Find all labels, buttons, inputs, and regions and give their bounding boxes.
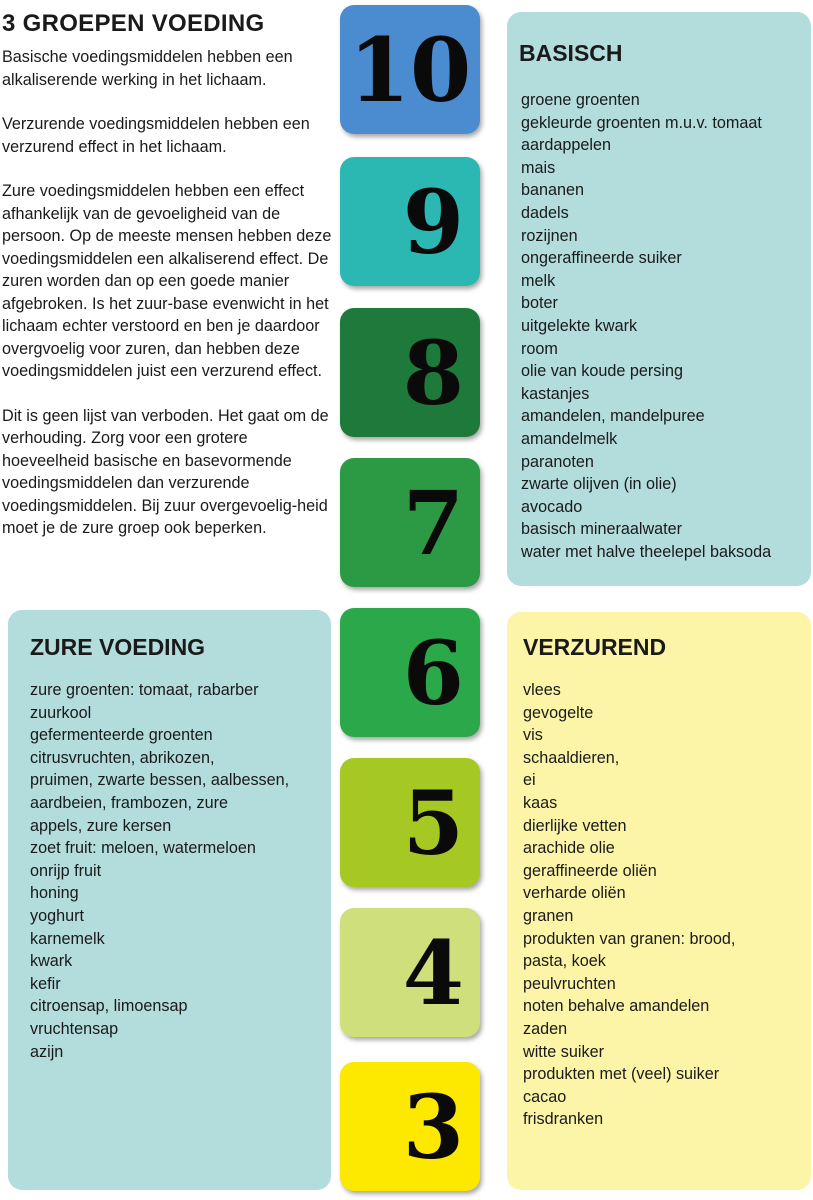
list-item: honing — [30, 884, 79, 903]
list-item: azijn — [30, 1042, 64, 1061]
ph-scale-box-10: 10 — [340, 5, 480, 134]
list-item: bananen — [521, 181, 585, 200]
list-item: appels, zure kersen — [30, 816, 172, 835]
list-item: avocado — [521, 497, 583, 516]
list-item: gefermenteerde groenten — [30, 726, 213, 745]
list-item: dierlijke vetten — [523, 816, 627, 835]
list-item: vis — [523, 726, 543, 745]
list-item: zoet fruit: meloen, watermeloen — [30, 839, 256, 858]
list-item: kaas — [523, 793, 558, 812]
list-item: rozijnen — [521, 226, 578, 245]
list-item: zaden — [523, 1019, 568, 1038]
list-item: onrijp fruit — [30, 861, 102, 880]
list-item: room — [521, 339, 558, 358]
intro-paragraph: Verzurende voedingsmiddelen hebben een verzurend effect in het lichaam. — [2, 115, 310, 156]
list-item: ei — [523, 771, 536, 790]
ph-scale-box-6: 6 — [340, 608, 480, 737]
list-item: cacao — [523, 1087, 567, 1106]
verzurend-list — [523, 679, 811, 1131]
list-item: ongeraffineerde suiker — [521, 249, 682, 268]
list-item: gekleurde groenten m.u.v. tomaat — [521, 113, 762, 132]
list-item: geraffineerde oliën — [523, 861, 657, 880]
ph-scale-box-9: 9 — [340, 157, 480, 286]
zure-list — [30, 679, 331, 1063]
list-item: boter — [521, 294, 558, 313]
ph-scale-box-5: 5 — [340, 758, 480, 887]
list-item: amandelmelk — [521, 429, 618, 448]
list-item: vruchtensap — [30, 1019, 119, 1038]
intro — [2, 10, 332, 562]
intro-paragraph: Dit is geen lijst van verboden. Het gaat om de verhouding. Zorg voor een grotere hoeveelheid basische en basevormende voedingsmiddelen dan verzurende voedingsmiddelen. Bij zuur overgevoelig-heid moet je de zure groep ook beperken. — [2, 406, 329, 537]
list-item: basisch mineraalwater — [521, 520, 683, 539]
list-item: paranoten — [521, 452, 594, 471]
list-item: zuurkool — [30, 703, 92, 722]
verzurend-panel — [507, 612, 811, 1190]
ph-scale-box-3: 3 — [340, 1062, 480, 1191]
list-item: kwark — [30, 952, 73, 971]
page-title: 3 GROEPEN VOEDING — [2, 10, 265, 37]
list-item: noten behalve amandelen — [523, 997, 710, 1016]
basisch-panel — [507, 12, 811, 586]
list-item: vlees — [523, 681, 561, 699]
basisch-title: BASISCH — [519, 40, 623, 66]
list-item: pruimen, zwarte bessen, aalbessen, — [30, 771, 290, 790]
list-item: pasta, koek — [523, 952, 606, 971]
list-item: olie van koude persing — [521, 362, 683, 381]
list-item: aardbeien, frambozen, zure — [30, 793, 228, 812]
list-item: schaaldieren, — [523, 748, 620, 767]
list-item: melk — [521, 271, 556, 290]
basisch-list — [521, 89, 811, 563]
ph-scale-box-7: 7 — [340, 458, 480, 587]
ph-scale-box-4: 4 — [340, 908, 480, 1037]
ph-scale-box-8: 8 — [340, 308, 480, 437]
list-item: yoghurt — [30, 906, 84, 925]
zure-title: ZURE VOEDING — [30, 634, 206, 660]
list-item: water met halve theelepel baksoda — [521, 542, 772, 561]
intro-paragraph: Zure voedingsmiddelen hebben een effect afhankelijk van de gevoeligheid van de persoon. Op de meeste mensen hebben deze voedingsmiddelen een alkaliserend effect. De zuren worden dan op een goede manier afgebroken. Is het zuur-base evenwicht in het lichaam echter verstoord en ben je daardoor overgvoelig voor zuren, dan hebben deze voedingsmiddelen juist een verzurend effect. — [2, 182, 332, 380]
verzurend-title: VERZUREND — [523, 634, 667, 660]
list-item: citrusvruchten, abrikozen, — [30, 748, 215, 767]
list-item: karnemelk — [30, 929, 105, 948]
list-item: dadels — [521, 203, 569, 222]
list-item: witte suiker — [523, 1042, 604, 1061]
list-item: kastanjes — [521, 384, 590, 403]
list-item: produkten van granen: brood, — [523, 929, 736, 948]
list-item: kefir — [30, 974, 61, 993]
list-item: granen — [523, 906, 574, 925]
list-item: amandelen, mandelpuree — [521, 407, 705, 426]
list-item: arachide olie — [523, 839, 615, 858]
list-item: verharde oliën — [523, 884, 626, 903]
list-item: aardappelen — [521, 136, 612, 155]
list-item: frisdranken — [523, 1110, 604, 1129]
list-item: peulvruchten — [523, 974, 616, 993]
list-item: produkten met (veel) suiker — [523, 1065, 720, 1084]
list-item: zure groenten: tomaat, rabarber — [30, 681, 259, 699]
zure-panel — [8, 610, 331, 1190]
list-item: gevogelte — [523, 703, 594, 722]
list-item: uitgelekte kwark — [521, 316, 638, 335]
list-item: groene groenten — [521, 91, 640, 109]
intro-paragraph: Basische voedingsmiddelen hebben een alkaliserende werking in het lichaam. — [2, 48, 293, 89]
list-item: mais — [521, 158, 556, 177]
list-item: citroensap, limoensap — [30, 997, 188, 1016]
list-item: zwarte olijven (in olie) — [521, 475, 677, 494]
